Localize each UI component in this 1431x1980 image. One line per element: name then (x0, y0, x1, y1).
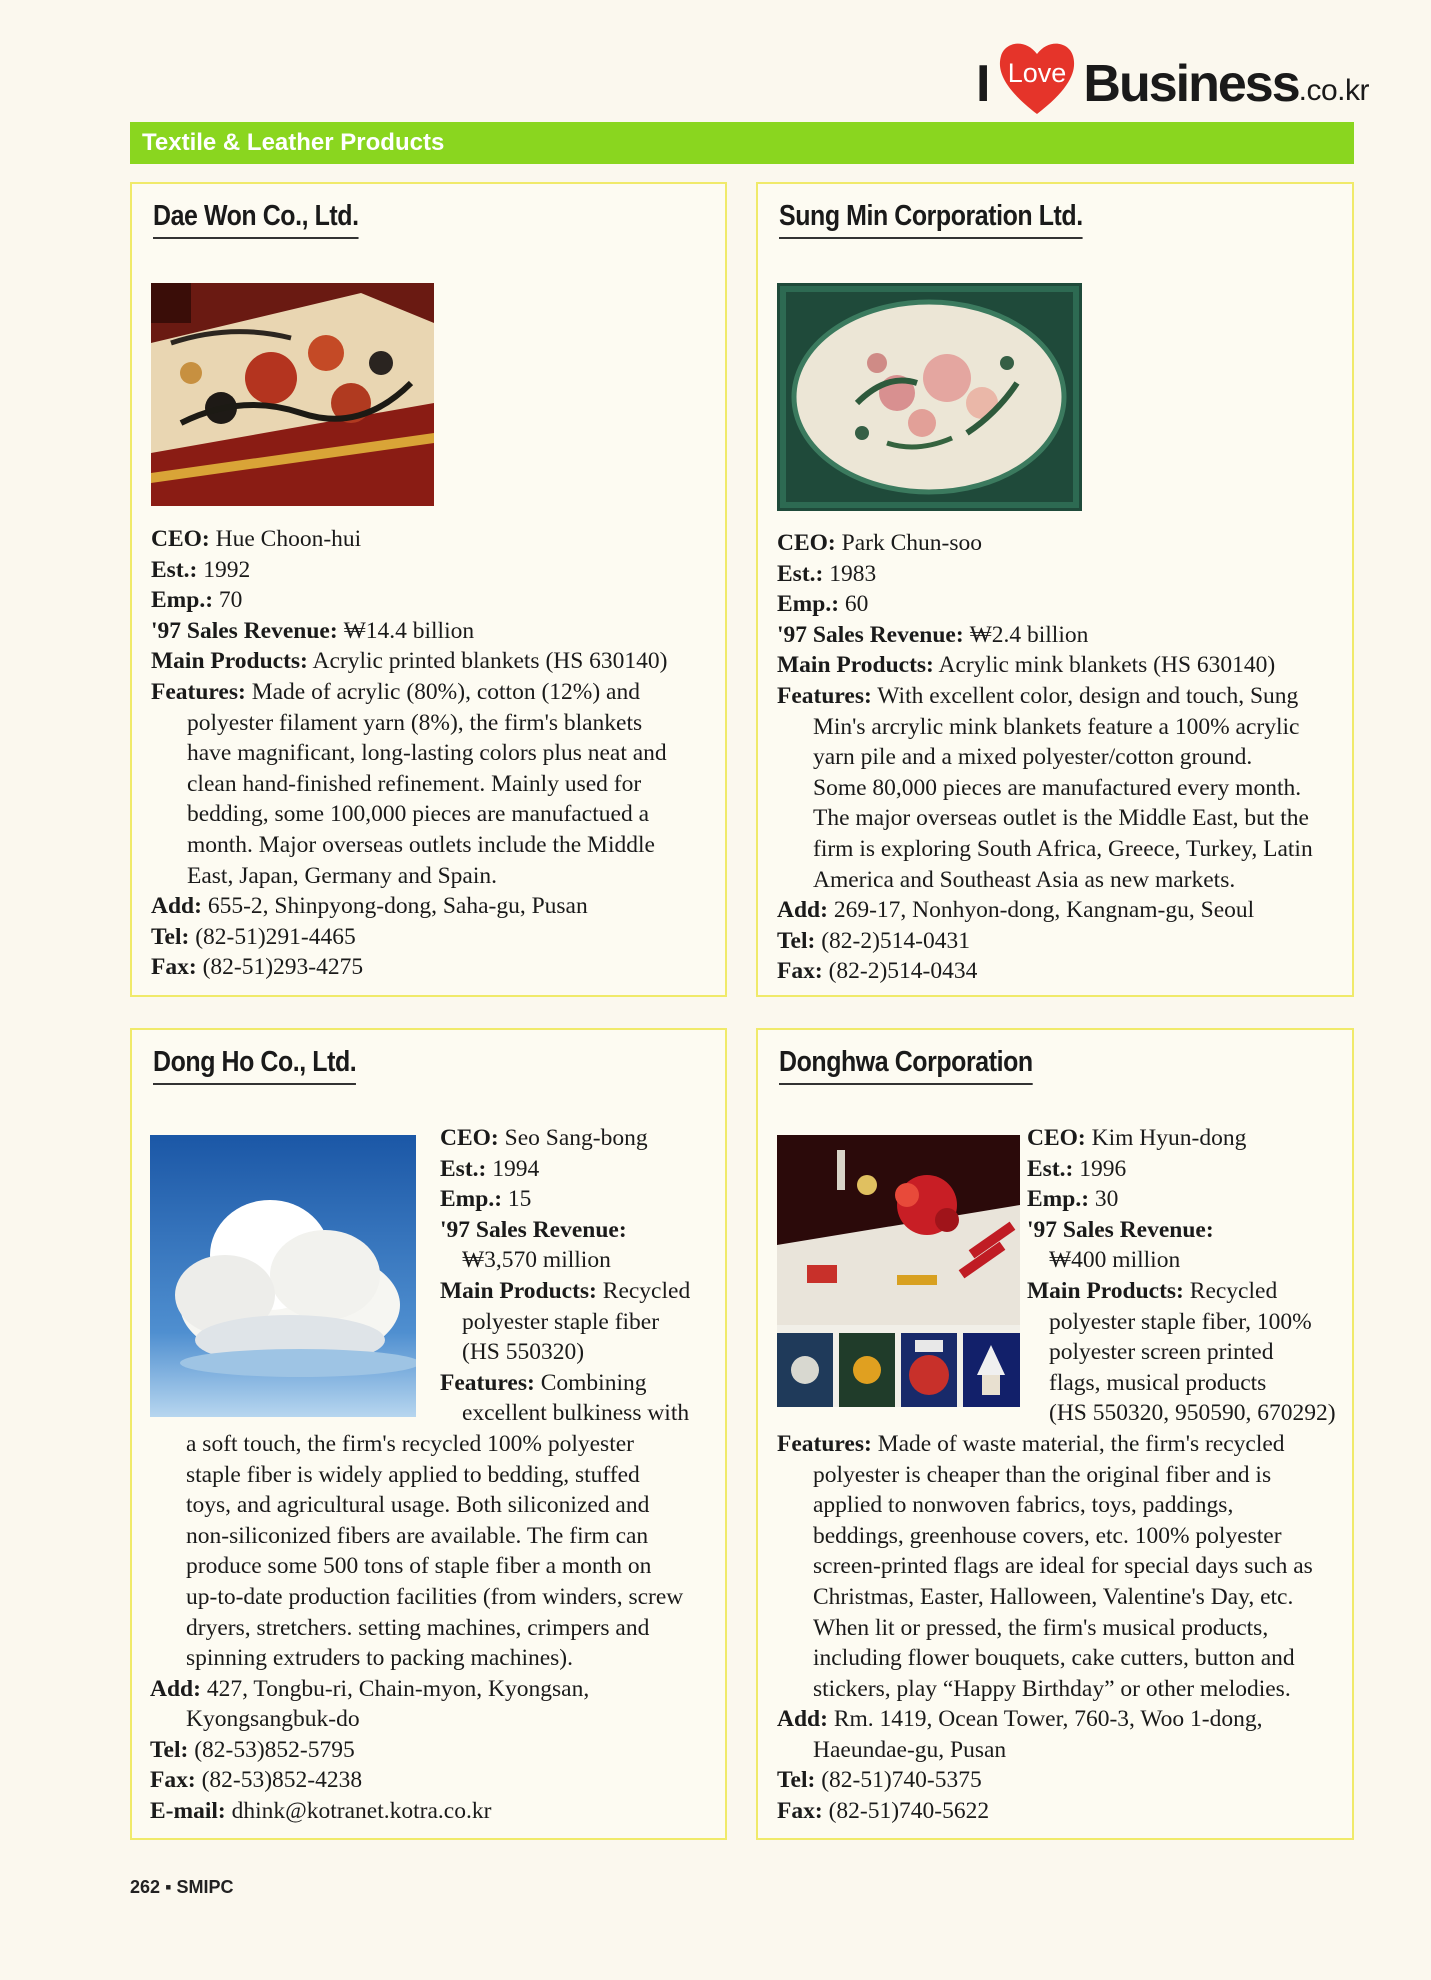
features-line: have magnificant, long-lasting colors plus neat and (187, 740, 667, 767)
company-details (777, 1123, 1347, 1827)
company-details (151, 524, 711, 983)
products-line: Recycled (1183, 1277, 1278, 1304)
company-card-sung-min (756, 182, 1354, 997)
tel-label: Tel: (777, 927, 816, 954)
fax-value: (82-51)740-5622 (822, 1798, 990, 1825)
emp-label: Emp.: (151, 587, 214, 614)
emp-value: 30 (1089, 1186, 1119, 1213)
est-label: Est.: (151, 556, 198, 583)
emp-value: 15 (502, 1186, 532, 1213)
features-line: up-to-date production facilities (from winders, screw (186, 1583, 684, 1610)
products-line: (HS 550320, 950590, 670292) (1049, 1400, 1336, 1427)
features-line: applied to nonwoven fabrics, toys, paddings, (813, 1492, 1234, 1519)
features-line: With excellent color, design and touch, Sung (871, 682, 1299, 709)
tel-label: Tel: (777, 1767, 816, 1794)
est-value: 1996 (1073, 1155, 1127, 1182)
email-value: dhink@kotranet.kotra.co.kr (225, 1798, 492, 1825)
sales-label: '97 Sales Revenue: (777, 621, 964, 648)
fax-value: (82-51)293-4275 (196, 954, 364, 981)
features-line: staple fiber is widely applied to bedding, stuffed (186, 1461, 640, 1488)
features-line: spinning extruders to packing machines). (186, 1645, 574, 1672)
features-label: Features: (440, 1369, 535, 1396)
page-footer (130, 1877, 233, 1898)
est-label: Est.: (440, 1155, 487, 1182)
features-line: a soft touch, the firm's recycled 100% polyester (186, 1430, 634, 1457)
features-line: beddings, greenhouse covers, etc. 100% polyester (813, 1522, 1282, 1549)
emp-value: 70 (213, 587, 243, 614)
add-label: Add: (777, 897, 828, 924)
add-label: Add: (151, 893, 202, 920)
features-line: Combining (534, 1369, 647, 1396)
features-line: Made of acrylic (80%), cotton (12%) and (245, 678, 640, 705)
add-line: 427, Tongbu-ri, Chain-myon, Kyongsan, (200, 1675, 590, 1702)
features-label: Features: (777, 1430, 872, 1457)
tel-value: (82-53)852-5795 (188, 1736, 355, 1763)
est-value: 1992 (197, 556, 251, 583)
company-card-dong-ho (130, 1028, 727, 1840)
features-line: firm is exploring South Africa, Greece, Turkey, Latin (813, 835, 1313, 862)
fax-label: Fax: (150, 1767, 196, 1794)
features-line: bedding, some 100,000 pieces are manufactued a (187, 801, 650, 828)
company-name: Dong Ho Co., Ltd. (153, 1046, 356, 1085)
features-line: When lit or pressed, the firm's musical products, (813, 1614, 1269, 1641)
emp-value: 60 (839, 591, 869, 618)
add-label: Add: (150, 1675, 201, 1702)
features-line: clean hand-finished refinement. Mainly used for (187, 770, 642, 797)
company-name: Dae Won Co., Ltd. (153, 200, 359, 239)
logo-i: I (975, 55, 990, 113)
add-value: 269-17, Nonhyon-dong, Kangnam-gu, Seoul (827, 897, 1255, 924)
products-label: Main Products: (440, 1277, 597, 1304)
sales-label: '97 Sales Revenue: (1027, 1216, 1214, 1243)
features-line: including flower bouquets, cake cutters, button and (813, 1645, 1295, 1672)
sales-value: ₩3,570 million (462, 1247, 611, 1274)
page-number: 262 (130, 1877, 161, 1897)
products-label: Main Products: (777, 652, 934, 679)
features-line: Christmas, Easter, Halloween, Valentine's Day, etc. (813, 1583, 1294, 1610)
features-line: toys, and agricultural usage. Both siliconized and (186, 1492, 650, 1519)
features-line: month. Major overseas outlets include the Middle (187, 831, 655, 858)
tel-label: Tel: (151, 923, 190, 950)
publication-name: SMIPC (176, 1877, 234, 1897)
products-line: polyester screen printed (1049, 1339, 1274, 1366)
products-value: Acrylic mink blankets (HS 630140) (933, 652, 1276, 679)
est-label: Est.: (1027, 1155, 1074, 1182)
fax-label: Fax: (151, 954, 197, 981)
products-value: Acrylic printed blankets (HS 630140) (307, 648, 668, 675)
ceo-label: CEO: (440, 1125, 499, 1151)
features-line: The major overseas outlet is the Middle East, but the (813, 805, 1309, 832)
add-line: Kyongsangbuk-do (186, 1706, 360, 1733)
company-details (777, 528, 1337, 987)
fax-value: (82-2)514-0434 (822, 958, 978, 985)
sales-label: '97 Sales Revenue: (440, 1216, 627, 1243)
logo-love: Love (1008, 58, 1067, 88)
tel-value: (82-51)740-5375 (815, 1767, 982, 1794)
ceo-value: Seo Sang-bong (498, 1125, 648, 1151)
add-line: Haeundae-gu, Pusan (813, 1736, 1007, 1763)
fax-label: Fax: (777, 1798, 823, 1825)
ceo-label: CEO: (151, 526, 210, 552)
products-line: polyester staple fiber, 100% (1049, 1308, 1312, 1335)
footer-separator: ▪ (165, 1877, 172, 1897)
features-label: Features: (151, 678, 246, 705)
est-value: 1994 (486, 1155, 540, 1182)
logo-business: Business (1083, 55, 1299, 113)
features-line: stickers, play “Happy Birthday” or other melodies. (813, 1675, 1291, 1702)
heart-icon (995, 36, 1079, 118)
company-name: Donghwa Corporation (779, 1046, 1033, 1085)
logo-domain: .co.kr (1298, 74, 1369, 107)
sales-label: '97 Sales Revenue: (151, 617, 338, 644)
emp-label: Emp.: (440, 1186, 503, 1213)
mink-blanket-photo (777, 283, 1082, 511)
ceo-value: Hue Choon-hui (209, 526, 362, 552)
company-name: Sung Min Corporation Ltd. (779, 200, 1083, 239)
company-details (150, 1123, 720, 1827)
features-line: Min's arcrylic mink blankets feature a 100% acrylic (813, 713, 1300, 740)
sales-value: ₩2.4 billion (963, 621, 1089, 648)
products-label: Main Products: (1027, 1277, 1184, 1304)
tel-label: Tel: (150, 1736, 189, 1763)
emp-label: Emp.: (1027, 1186, 1090, 1213)
features-line: non-siliconized fibers are available. The firm can (186, 1522, 649, 1549)
features-line: polyester filament yarn (8%), the firm's blankets (187, 709, 643, 736)
add-line: Rm. 1419, Ocean Tower, 760-3, Woo 1-dong, (827, 1706, 1263, 1733)
ceo-label: CEO: (777, 530, 836, 556)
features-line: Some 80,000 pieces are manufactured every month. (813, 774, 1302, 801)
emp-label: Emp.: (777, 591, 840, 618)
features-line: screen-printed flags are ideal for special days such as (813, 1553, 1313, 1580)
features-line: yarn pile and a mixed polyester/cotton ground. (813, 744, 1253, 771)
features-line: produce some 500 tons of staple fiber a month on (186, 1553, 652, 1580)
email-label: E-mail: (150, 1798, 226, 1825)
products-line: Recycled (596, 1277, 691, 1304)
company-card-dae-won (130, 182, 727, 997)
tel-value: (82-51)291-4465 (189, 923, 356, 950)
features-line: polyester is cheaper than the original fiber and is (813, 1461, 1272, 1488)
ceo-value: Park Chun-soo (835, 530, 982, 556)
products-label: Main Products: (151, 648, 308, 675)
features-line: America and Southeast Asia as new markets. (813, 866, 1236, 893)
products-line: flags, musical products (1049, 1369, 1267, 1396)
features-line: dryers, stretchers. setting machines, crimpers and (186, 1614, 650, 1641)
features-line: excellent bulkiness with (462, 1400, 690, 1427)
sales-value: ₩400 million (1049, 1247, 1181, 1274)
products-line: (HS 550320) (462, 1339, 585, 1366)
sales-value: ₩14.4 billion (337, 617, 475, 644)
fax-label: Fax: (777, 958, 823, 985)
company-card-donghwa (756, 1028, 1354, 1840)
site-logo (975, 28, 1369, 113)
floral-blanket-photo (151, 283, 434, 506)
ceo-value: Kim Hyun-dong (1085, 1125, 1247, 1151)
features-line: East, Japan, Germany and Spain. (187, 862, 497, 889)
fax-value: (82-53)852-4238 (195, 1767, 363, 1794)
products-line: polyester staple fiber (462, 1308, 660, 1335)
est-label: Est.: (777, 560, 824, 587)
features-label: Features: (777, 682, 872, 709)
est-value: 1983 (823, 560, 877, 587)
ceo-label: CEO: (1027, 1125, 1086, 1151)
add-label: Add: (777, 1706, 828, 1733)
features-line: Made of waste material, the firm's recycled (871, 1430, 1285, 1457)
add-value: 655-2, Shinpyong-dong, Saha-gu, Pusan (201, 893, 588, 920)
section-title: Textile & Leather Products (130, 122, 1354, 164)
tel-value: (82-2)514-0431 (815, 927, 970, 954)
